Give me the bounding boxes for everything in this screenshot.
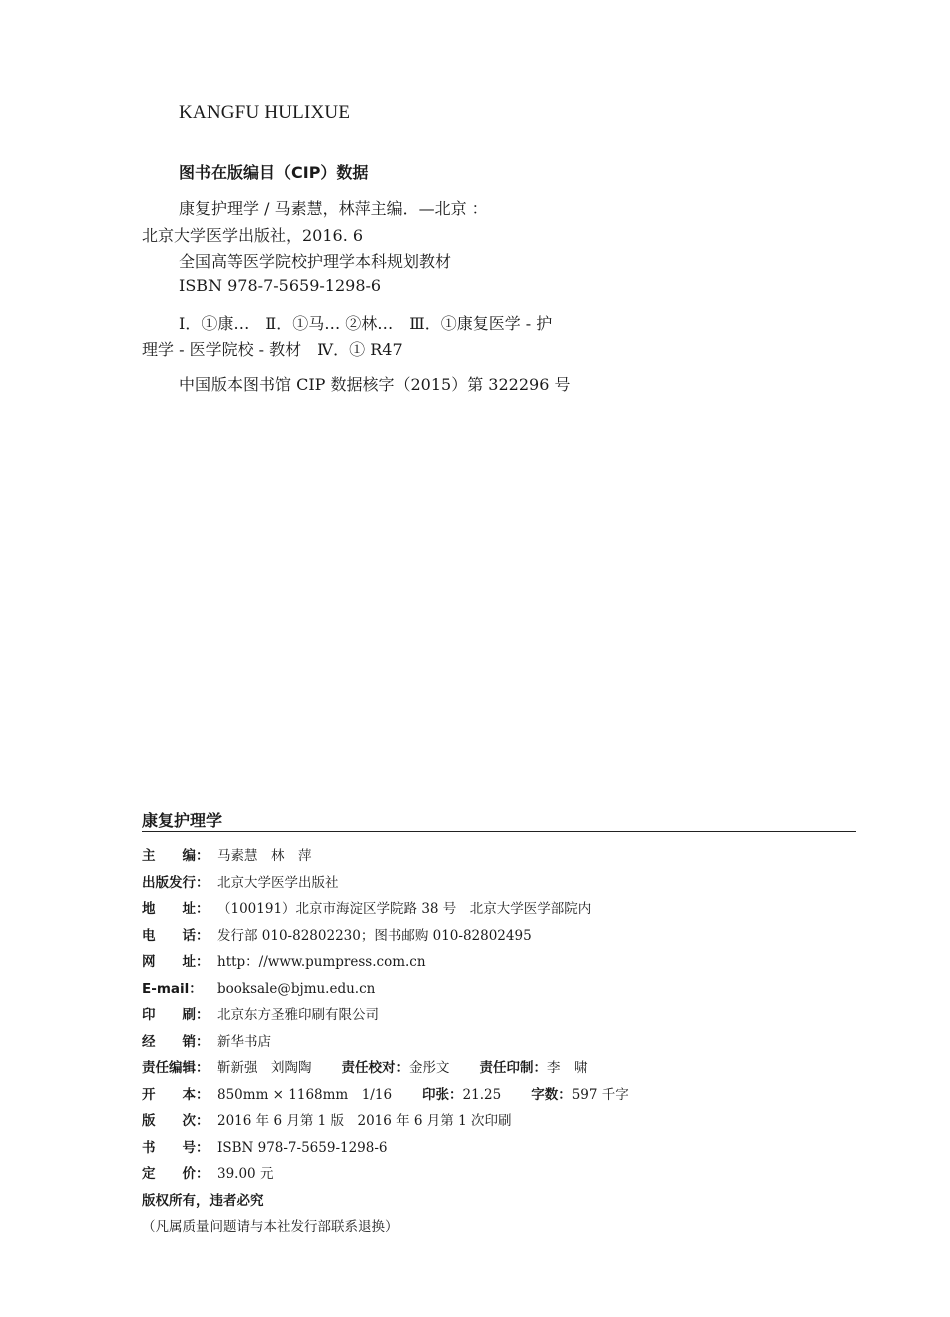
info-phone xyxy=(142,924,532,944)
value: booksale@bjmu.edu.cn xyxy=(217,981,376,997)
cip-line-isbn: ISBN 978-7-5659-1298-6 xyxy=(179,276,382,295)
return-note: （凡属质量问题请与本社发行部联系退换） xyxy=(142,1219,399,1235)
label: 版 次： xyxy=(142,1113,210,1129)
value: 靳新强 刘陶陶 xyxy=(217,1060,312,1076)
value: （100191）北京市海淀区学院路 38 号 北京大学医学部院内 xyxy=(217,901,592,917)
cip-line-subjects-cont: 理学 - 医学院校 - 教材 Ⅳ．① R47 xyxy=(142,340,403,359)
info-isbn xyxy=(142,1136,388,1156)
copyright-notice xyxy=(142,1189,264,1209)
book-title: 康复护理学 xyxy=(142,811,223,830)
label: 责任编辑： xyxy=(142,1060,210,1076)
copyright-text: 版权所有，违者必究 xyxy=(142,1193,264,1209)
label: 电 话： xyxy=(142,928,210,944)
label: 主 编： xyxy=(142,848,210,864)
label: 印张： xyxy=(422,1087,463,1103)
info-distributor xyxy=(142,1030,271,1050)
cip-line-series: 全国高等医学院校护理学本科规划教材 xyxy=(179,252,452,271)
value: 新华书店 xyxy=(217,1034,271,1050)
label: 责任校对： xyxy=(341,1060,409,1076)
value: 21.25 xyxy=(462,1087,502,1103)
info-email xyxy=(142,977,375,997)
info-website xyxy=(142,950,426,970)
label: 责任印制： xyxy=(479,1060,547,1076)
label: 开 本： xyxy=(142,1087,210,1103)
info-price xyxy=(142,1162,273,1182)
value: 北京东方圣雅印刷有限公司 xyxy=(217,1007,379,1023)
label: 定 价： xyxy=(142,1166,210,1182)
value: 李 啸 xyxy=(547,1060,588,1076)
cip-line-subjects: Ⅰ．①康… Ⅱ．①马… ②林… Ⅲ．①康复医学 - 护 xyxy=(179,314,553,333)
value: 850mm × 1168mm 1/16 xyxy=(217,1087,393,1103)
cip-line-title: 康复护理学 / 马素慧，林萍主编．—北京 ： xyxy=(179,199,488,218)
value: 北京大学医学出版社 xyxy=(217,875,339,891)
label: 字数： xyxy=(531,1087,572,1103)
pinyin-title: KANGFU HULIXUE xyxy=(179,102,351,123)
label: 地 址： xyxy=(142,901,210,917)
value: 597 千字 xyxy=(571,1087,629,1103)
cip-line-cip-number: 中国版本图书馆 CIP 数据核字（2015）第 322296 号 xyxy=(179,375,571,394)
info-staff xyxy=(142,1056,588,1076)
value: http：//www.pumpress.com.cn xyxy=(217,954,426,970)
label: 书 号： xyxy=(142,1140,210,1156)
info-publisher xyxy=(142,871,339,891)
value: 发行部 010-82802230；图书邮购 010-82802495 xyxy=(217,928,532,944)
cip-heading: 图书在版编目（CIP）数据 xyxy=(179,163,369,182)
label: 经 销： xyxy=(142,1034,210,1050)
label: 出版发行： xyxy=(142,875,210,891)
value: 金彤文 xyxy=(409,1060,450,1076)
cip-line-publisher: 北京大学医学出版社，2016. 6 xyxy=(142,226,364,245)
label: E-mail： xyxy=(142,981,203,997)
value: ISBN 978-7-5659-1298-6 xyxy=(217,1140,388,1156)
value: 39.00 元 xyxy=(217,1166,274,1182)
info-edition xyxy=(142,1109,511,1129)
divider-rule xyxy=(142,831,856,832)
info-editor xyxy=(142,844,312,864)
info-address xyxy=(142,897,591,917)
value: 2016 年 6 月第 1 版 2016 年 6 月第 1 次印刷 xyxy=(217,1113,512,1129)
info-format xyxy=(142,1083,629,1103)
info-printer xyxy=(142,1003,379,1023)
label: 网 址： xyxy=(142,954,210,970)
value: 马素慧 林 萍 xyxy=(217,848,312,864)
label: 印 刷： xyxy=(142,1007,210,1023)
